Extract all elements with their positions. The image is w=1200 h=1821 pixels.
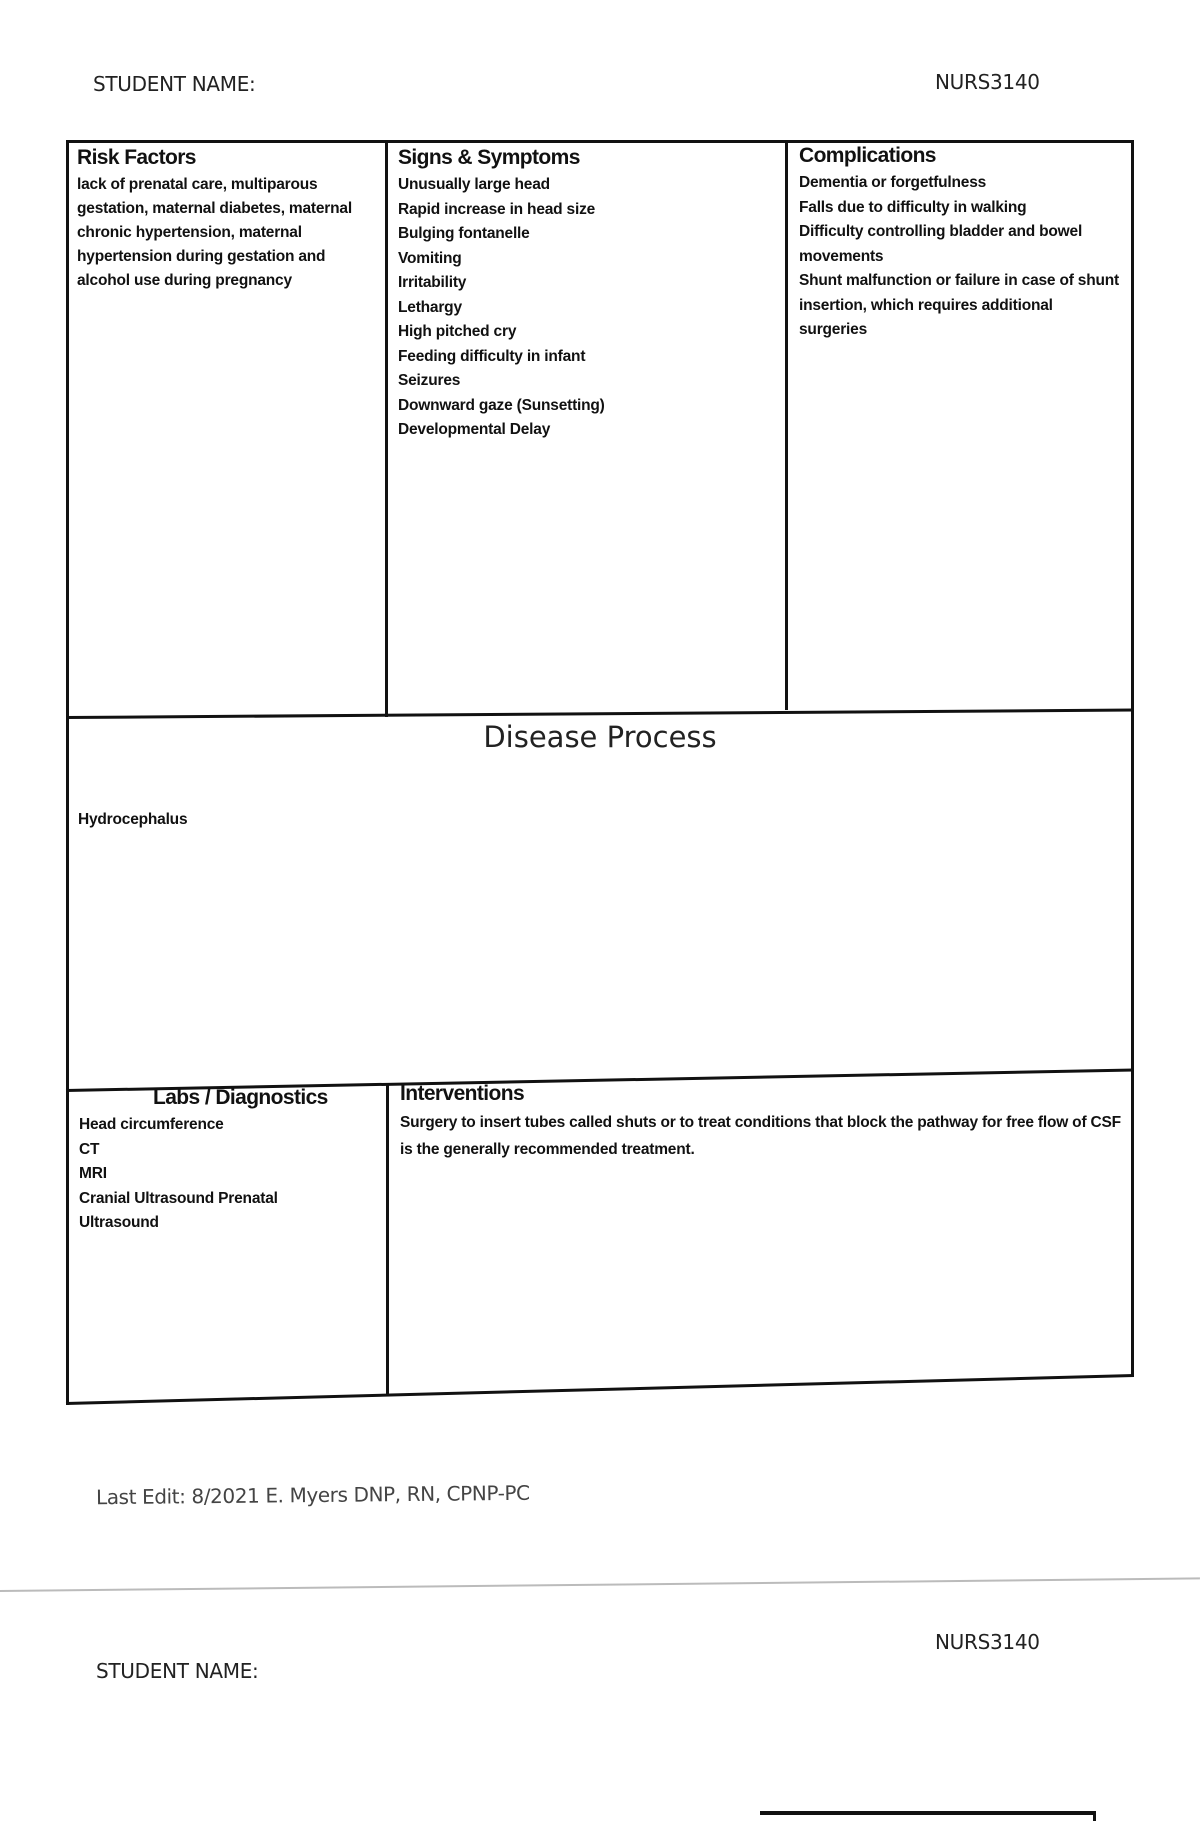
complications-list [799,171,1124,343]
disease-process-title: Disease Process [483,720,717,754]
page-divider [0,1577,1200,1592]
interventions-text: Surgery to insert tubes called shuts or to treat conditions that block the pathway for free flow of CSF is the generally recommended treatment. [400,1114,1121,1159]
interventions-cell [400,1082,1125,1163]
grid-border-left [66,140,69,1405]
list-item: Feeding difficulty in infant [398,347,586,365]
grid-divider-v2 [785,140,788,710]
course-code-page2: NURS3140 [935,1630,1040,1654]
signs-symptoms-title: Signs & Symptoms [398,146,580,169]
list-item: CT [79,1140,100,1158]
grid-divider-h1 [66,709,1134,719]
grid-divider-v1 [385,140,388,717]
grid-border-top [66,140,1134,143]
student-name-label-page2: STUDENT NAME: [96,1659,259,1683]
labs-diagnostics-list [79,1113,329,1236]
list-item: Lethargy [398,298,462,316]
list-item: Difficulty controlling bladder and bowel movements [799,223,1083,265]
list-item: Rapid increase in head size [398,200,596,218]
list-item: MRI [79,1165,107,1183]
complications-title: Complications [799,144,936,167]
signs-symptoms-list [398,173,778,443]
list-item: Shunt malfunction or failure in case of shunt insertion, which requires additional surgeries [799,272,1119,339]
concept-map-grid [66,140,1134,1405]
page2-table-top-border [760,1811,1096,1815]
list-item: Downward gaze (Sunsetting) [398,396,605,414]
interventions-title: Interventions [400,1082,525,1105]
list-item: Dementia or forgetfulness [799,174,987,192]
signs-symptoms-cell [398,146,778,443]
grid-divider-v3 [386,1084,389,1394]
grid-border-right [1131,140,1134,1377]
list-item: Bulging fontanelle [398,225,530,243]
list-item: Falls due to difficulty in walking [799,198,1027,216]
list-item: Seizures [398,372,461,390]
list-item: Unusually large head [398,176,550,194]
list-item: Irritability [398,274,467,292]
disease-process-text: Hydrocephalus [78,811,188,828]
course-code: NURS3140 [935,70,1040,94]
list-item: Vomiting [398,249,462,267]
grid-border-bottom [66,1374,1134,1405]
risk-factors-cell [77,146,377,293]
list-item: Developmental Delay [398,421,551,439]
labs-diagnostics-title: Labs / Diagnostics [153,1086,328,1109]
labs-diagnostics-cell [79,1086,379,1236]
list-item: Cranial Ultrasound Prenatal Ultrasound [79,1189,278,1232]
list-item: Head circumference [79,1116,224,1134]
risk-factors-text: lack of prenatal care, multiparous gestation, maternal diabetes, maternal chronic hypertension, maternal hypertension during gestation and alcohol use during pregnancy [77,176,352,290]
page2-table-right-border [1093,1811,1096,1821]
last-edit-footer: Last Edit: 8/2021 E. Myers DNP, RN, CPNP-PC [95,1480,530,1510]
risk-factors-title: Risk Factors [77,146,196,169]
student-name-label: STUDENT NAME: [93,72,256,96]
complications-cell [799,144,1124,343]
list-item: High pitched cry [398,323,517,341]
